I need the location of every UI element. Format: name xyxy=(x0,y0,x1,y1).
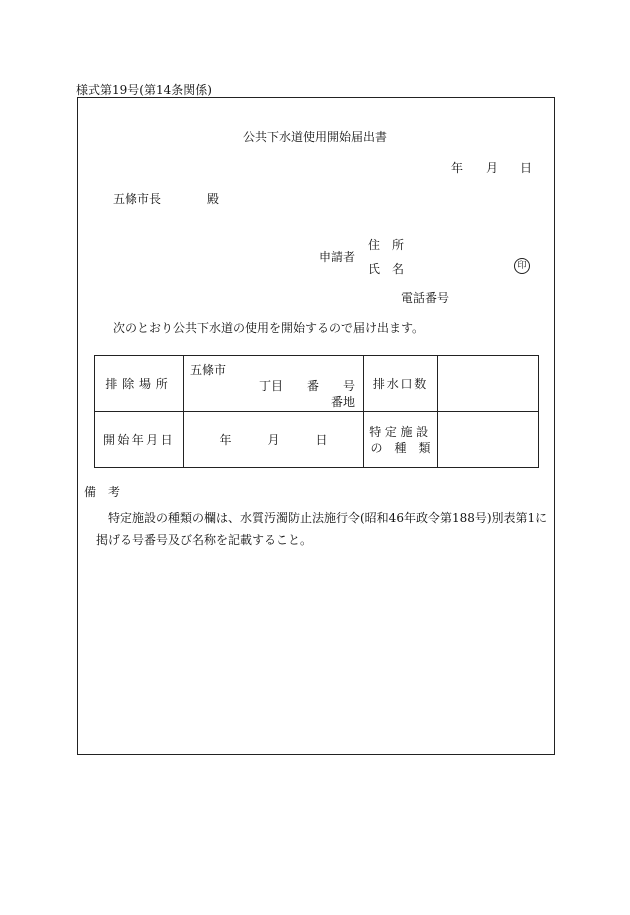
date-month-label: 月 xyxy=(486,161,499,175)
start-date-label: 開始年月日 xyxy=(95,412,184,468)
applicant-label: 申請者 xyxy=(319,250,356,264)
table-row xyxy=(95,412,539,468)
applicant-phone-label: 電話番号 xyxy=(401,291,450,305)
applicant-address-label: 住 所 xyxy=(368,238,405,252)
discharge-location-field[interactable] xyxy=(184,356,364,412)
facility-type-field[interactable] xyxy=(438,412,539,468)
seal-mark: 印 xyxy=(514,258,530,274)
facility-type-label xyxy=(364,412,438,468)
declaration-statement: 次のとおり公共下水道の使用を開始するので届け出ます。 xyxy=(113,321,425,335)
application-table xyxy=(94,355,539,468)
remarks-heading: 備 考 xyxy=(84,485,121,499)
outlet-count-label: 排水口数 xyxy=(364,356,438,412)
facility-type-label-line2: の 種 類 xyxy=(370,440,431,455)
applicant-name-label: 氏 名 xyxy=(368,262,405,276)
remarks-body: 特定施設の種類の欄は、水質汚濁防止法施行令(昭和46年政令第188号)別表第1に掲げる号番号及び名称を記載すること。 xyxy=(96,511,548,547)
outlet-count-field[interactable] xyxy=(438,356,539,412)
form-title: 公共下水道使用開始届出書 xyxy=(242,130,387,144)
date-year-label: 年 xyxy=(451,161,464,175)
table-row xyxy=(95,356,539,412)
location-units: 丁目 番 号 xyxy=(258,379,355,393)
date-day-label: 日 xyxy=(520,161,533,175)
addressee-honorific: 殿 xyxy=(207,192,220,206)
form-number-label: 様式第19号(第14条関係) xyxy=(76,83,212,97)
location-city: 五條市 xyxy=(190,363,227,377)
start-date-field[interactable]: 年 月 日 xyxy=(184,412,364,468)
addressee-mayor: 五條市長 xyxy=(113,192,162,206)
facility-type-label-line1: 特定施設 xyxy=(369,424,432,439)
location-banchi: 番地 xyxy=(330,395,355,409)
discharge-location-label: 排除場所 xyxy=(95,356,184,412)
